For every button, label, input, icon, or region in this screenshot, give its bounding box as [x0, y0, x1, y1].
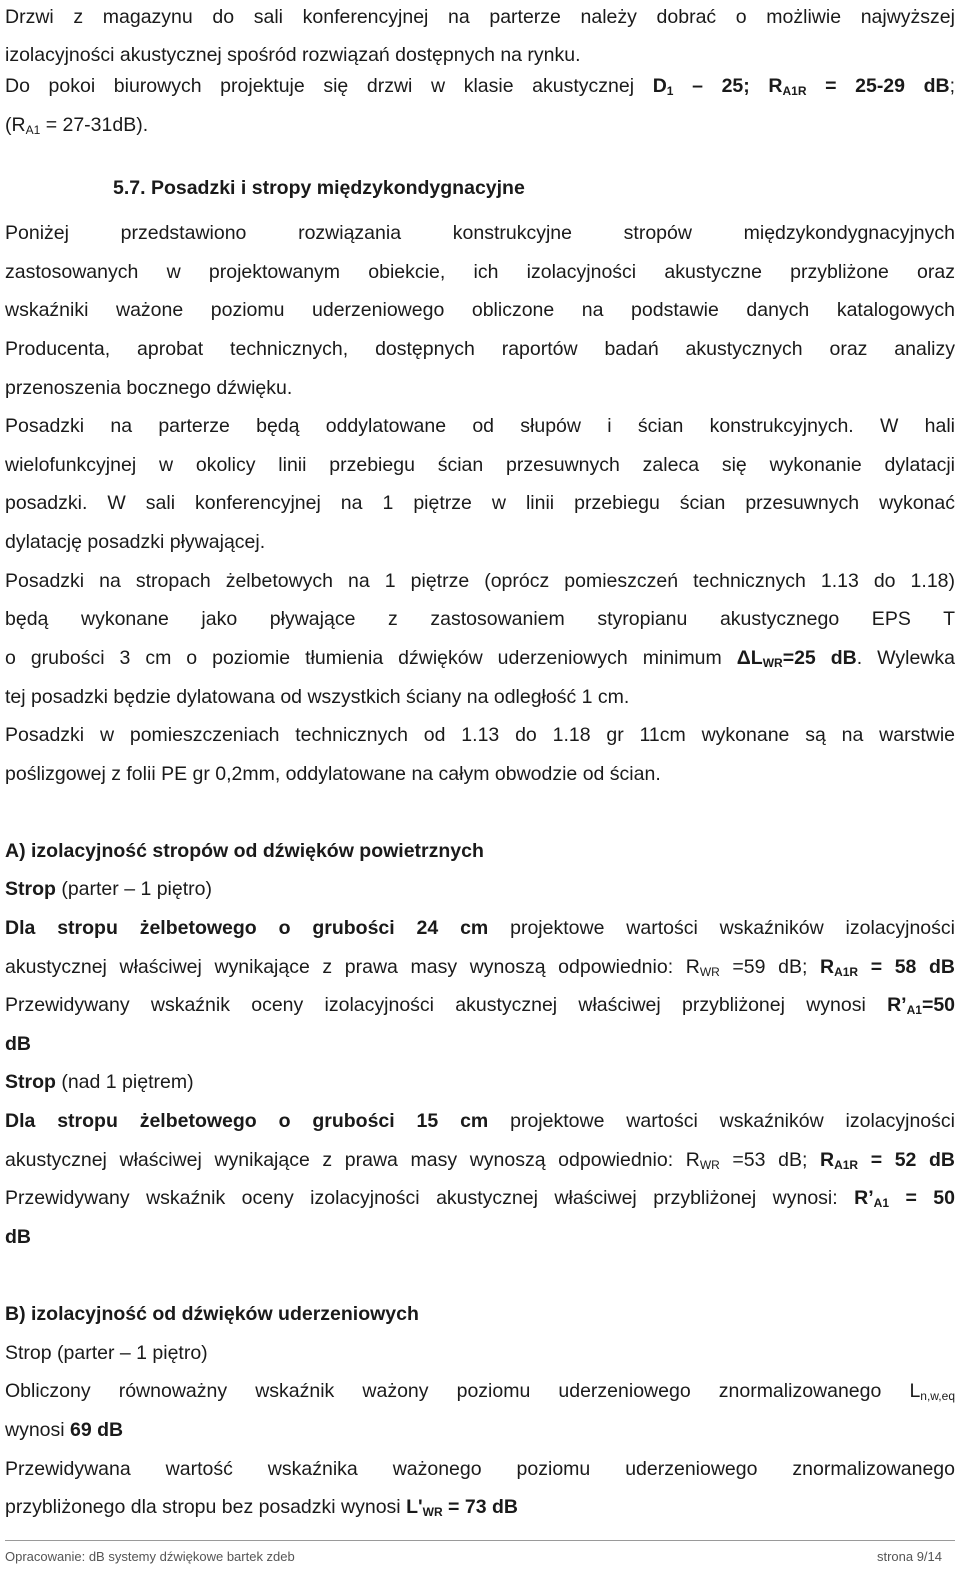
part-b-heading: B) izolacyjność od dźwięków uderzeniowych — [5, 1303, 419, 1325]
footer-page-number: strona 9/14 — [876, 1549, 942, 1564]
intro-line-3: Do pokoi biurowych projektuje się drzwi w klasie akustycznej $D_1 - 25$; $R_{A1R} = 25-29$ dB; — [5, 75, 956, 98]
part-a-strop-2-line-3: Przewidywany wskaźnik oceny izolacyjności akustycznej właściwej przybliżonej wynosi: $R’_{A1} = 50$ — [5, 1187, 956, 1210]
part-a-strop-2-line-2: akustycznej właściwej wynikające z prawa masy wynoszą odpowiednio: $R_{WR} =53$ dB; $R_{A1R} = 52$ dB — [5, 1149, 956, 1172]
paragraph-2-line-4: dylatację posadzki pływającej. — [5, 531, 266, 553]
paragraph-2-line-1: Posadzki na parterze będą oddylatowane od słupów i ścian konstrukcyjnych. W hali — [5, 415, 955, 437]
paragraph-3-line-3: o grubości 3 cm o poziomie tłumienia dźwięków uderzeniowych minimum $\Delta L_{WR}=25$ dB. Wylewka — [5, 647, 955, 670]
part-a-strop-1-line-3: Przewidywany wskaźnik oceny izolacyjności akustycznej właściwej przybliżonej wynosi $R’_{A1}=50$ — [5, 994, 956, 1017]
intro-line-2: izolacyjności akustycznej spośród rozwiązań dostępnych na rynku. — [5, 44, 581, 66]
section-heading: 5.7. Posadzki i stropy międzykondygnacyjne — [113, 177, 525, 199]
part-a-strop-1-title: Strop (parter – 1 piętro) — [5, 878, 212, 900]
paragraph-2-line-3: posadzki. W sali konferencyjnej na 1 piętrze w linii przebiegu ścian przesuwnych wykonać — [5, 492, 955, 514]
intro-line-1: Drzwi z magazynu do sali konferencyjnej na parterze należy dobrać o możliwie najwyższej — [5, 6, 955, 28]
part-a-strop-2-line-4: dB — [5, 1226, 31, 1248]
part-b-line-4: przybliżonego dla stropu bez posadzki wynosi $L'_{WR} = 73$ dB — [5, 1496, 518, 1519]
paragraph-1-line-5: przenoszenia bocznego dźwięku. — [5, 377, 293, 399]
part-a-strop-1-line-1: Dla stropu żelbetowego o grubości 24 cm projektowe wartości wskaźników izolacyjności — [5, 917, 955, 939]
intro-line-4: $(R_{A1} = 27-31dB)$. — [5, 114, 149, 137]
part-a-strop-2-line-1: Dla stropu żelbetowego o grubości 15 cm projektowe wartości wskaźników izolacyjności — [5, 1110, 955, 1132]
part-a-strop-1-line-4: dB — [5, 1033, 31, 1055]
part-b-line-3: Przewidywana wartość wskaźnika ważonego poziomu uderzeniowego znormalizowanego — [5, 1458, 955, 1480]
paragraph-1-line-4: Producenta, aprobat technicznych, dostępnych raportów badań akustycznych oraz analizy — [5, 338, 955, 360]
paragraph-3-line-2: będą wykonane jako pływające z zastosowaniem styropianu akustycznego EPS T — [5, 608, 955, 630]
part-a-strop-2-title: Strop (nad 1 piętrem) — [5, 1071, 194, 1093]
paragraph-1-line-2: zastosowanych w projektowanym obiekcie, ich izolacyjności akustyczne przybliżone oraz — [5, 261, 955, 283]
paragraph-3-line-1: Posadzki na stropach żelbetowych na 1 piętrze (oprócz pomieszczeń technicznych 1.13 do 1.18) — [5, 570, 955, 592]
part-b-line-2: wynosi 69 dB — [5, 1419, 124, 1441]
part-b-line-1: Obliczony równoważny wskaźnik ważony poziomu uderzeniowego znormalizowanego $L_{n,w,eq}$ — [5, 1380, 955, 1403]
part-b-strop-title: Strop (parter – 1 piętro) — [5, 1342, 208, 1364]
paragraph-1-line-3: wskaźniki ważone poziomu uderzeniowego obliczone na podstawie danych katalogowych — [5, 299, 955, 321]
paragraph-1-line-1: Poniżej przedstawiono rozwiązania konstrukcyjne stropów międzykondygnacyjnych — [5, 222, 955, 244]
footer-divider — [5, 1540, 955, 1541]
part-a-strop-1-line-2: akustycznej właściwej wynikające z prawa masy wynoszą odpowiednio: $R_{WR} =59$ dB; $R_{A1R} = 58$ dB — [5, 956, 956, 979]
paragraph-4-line-1: Posadzki w pomieszczeniach technicznych od 1.13 do 1.18 gr 11cm wykonane są na warstwie — [5, 724, 955, 746]
paragraph-3-line-4: tej posadzki będzie dylatowana od wszystkich ściany na odległość 1 cm. — [5, 686, 630, 708]
footer-author: Opracowanie: dB systemy dźwiękowe bartek zdeb — [5, 1549, 295, 1564]
paragraph-4-line-2: poślizgowej z folii PE gr 0,2mm, oddylatowane na całym obwodzie od ścian. — [5, 763, 661, 785]
paragraph-2-line-2: wielofunkcyjnej w okolicy linii przebiegu ścian przesuwnych zaleca się wykonanie dylatacji — [5, 454, 955, 476]
part-a-heading: A) izolacyjność stropów od dźwięków powietrznych — [5, 840, 484, 862]
